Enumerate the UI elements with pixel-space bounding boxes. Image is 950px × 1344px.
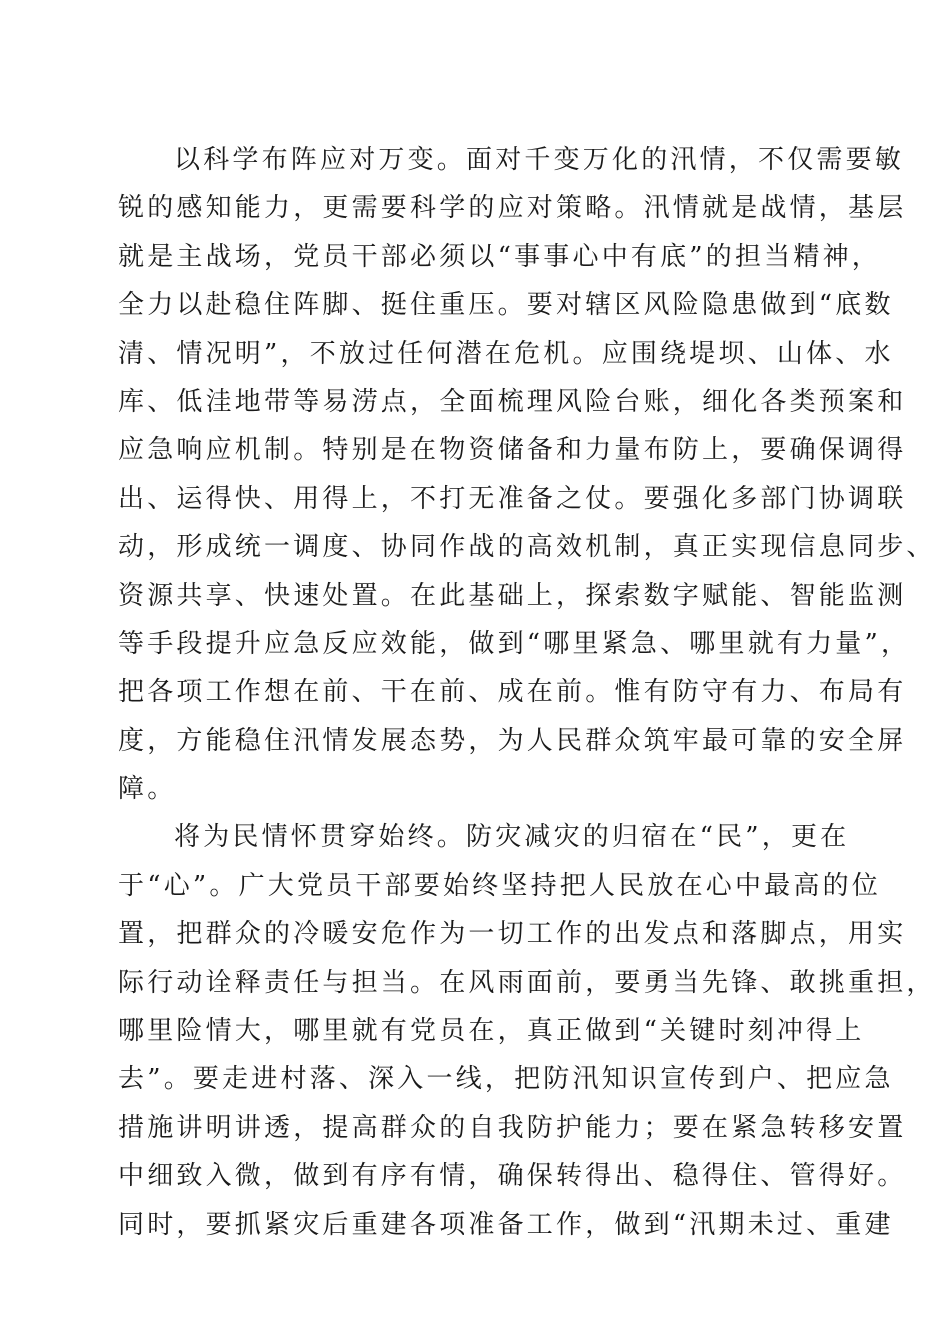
paragraph-line: 于“心”。广大党员干部要始终坚持把人民放在心中最高的位 bbox=[118, 870, 881, 901]
paragraph-line: 就是主战场，党员干部必须以“事事心中有底”的担当精神， bbox=[118, 241, 881, 272]
paragraph-line: 动，形成统一调度、协同作战的高效机制，真正实现信息同步、 bbox=[118, 532, 936, 563]
paragraph-line: 锐的感知能力，更需要科学的应对策略。汛情就是战情，基层 bbox=[118, 193, 907, 224]
document-body bbox=[118, 136, 936, 1249]
paragraph-line: 库、低洼地带等易涝点，全面梳理风险台账，细化各类预案和 bbox=[118, 386, 907, 417]
paragraph-line: 出、运得快、用得上，不打无准备之仗。要强化多部门协调联 bbox=[118, 483, 907, 514]
paragraph-line: 清、情况明”，不放过任何潜在危机。应围绕堤坝、山体、水 bbox=[118, 338, 894, 369]
paragraph-line: 度，方能稳住汛情发展态势，为人民群众筑牢最可靠的安全屏 bbox=[118, 725, 907, 756]
paragraph-line: 去”。要走进村落、深入一线，把防汛知识宣传到户、把应急 bbox=[118, 1064, 894, 1095]
paragraph-line: 把各项工作想在前、干在前、成在前。惟有防守有力、布局有 bbox=[118, 677, 907, 708]
paragraph-line: 哪里险情大，哪里就有党员在，真正做到“关键时刻冲得上 bbox=[118, 1016, 865, 1047]
paragraph-line: 障。 bbox=[118, 774, 177, 805]
paragraph-line: 以科学布阵应对万变。面对千变万化的汛情，不仅需要敏 bbox=[174, 145, 905, 175]
paragraph-line: 等手段提升应急反应效能，做到“哪里紧急、哪里就有力量”， bbox=[118, 628, 911, 659]
paragraph-line: 将为民情怀贯穿始终。防灾减灾的归宿在“民”，更在 bbox=[174, 822, 850, 853]
paragraph-1 bbox=[118, 136, 936, 813]
paragraph-line: 资源共享、快速处置。在此基础上，探索数字赋能、智能监测 bbox=[118, 580, 907, 611]
paragraph-2 bbox=[118, 813, 936, 1249]
paragraph-line: 应急响应机制。特别是在物资储备和力量布防上，要确保调得 bbox=[118, 435, 907, 466]
paragraph-line: 置，把群众的冷暖安危作为一切工作的出发点和落脚点，用实 bbox=[118, 919, 907, 950]
paragraph-line: 措施讲明讲透，提高群众的自我防护能力；要在紧急转移安置 bbox=[118, 1112, 907, 1143]
paragraph-line: 全力以赴稳住阵脚、挺住重压。要对辖区风险隐患做到“底数 bbox=[118, 290, 894, 321]
paragraph-line: 同时，要抓紧灾后重建各项准备工作，做到“汛期未过、重建 bbox=[118, 1209, 894, 1240]
paragraph-line: 际行动诠释责任与担当。在风雨面前，要勇当先锋、敢挑重担， bbox=[118, 967, 936, 998]
paragraph-line: 中细致入微，做到有序有情，确保转得出、稳得住、管得好。 bbox=[118, 1161, 907, 1192]
